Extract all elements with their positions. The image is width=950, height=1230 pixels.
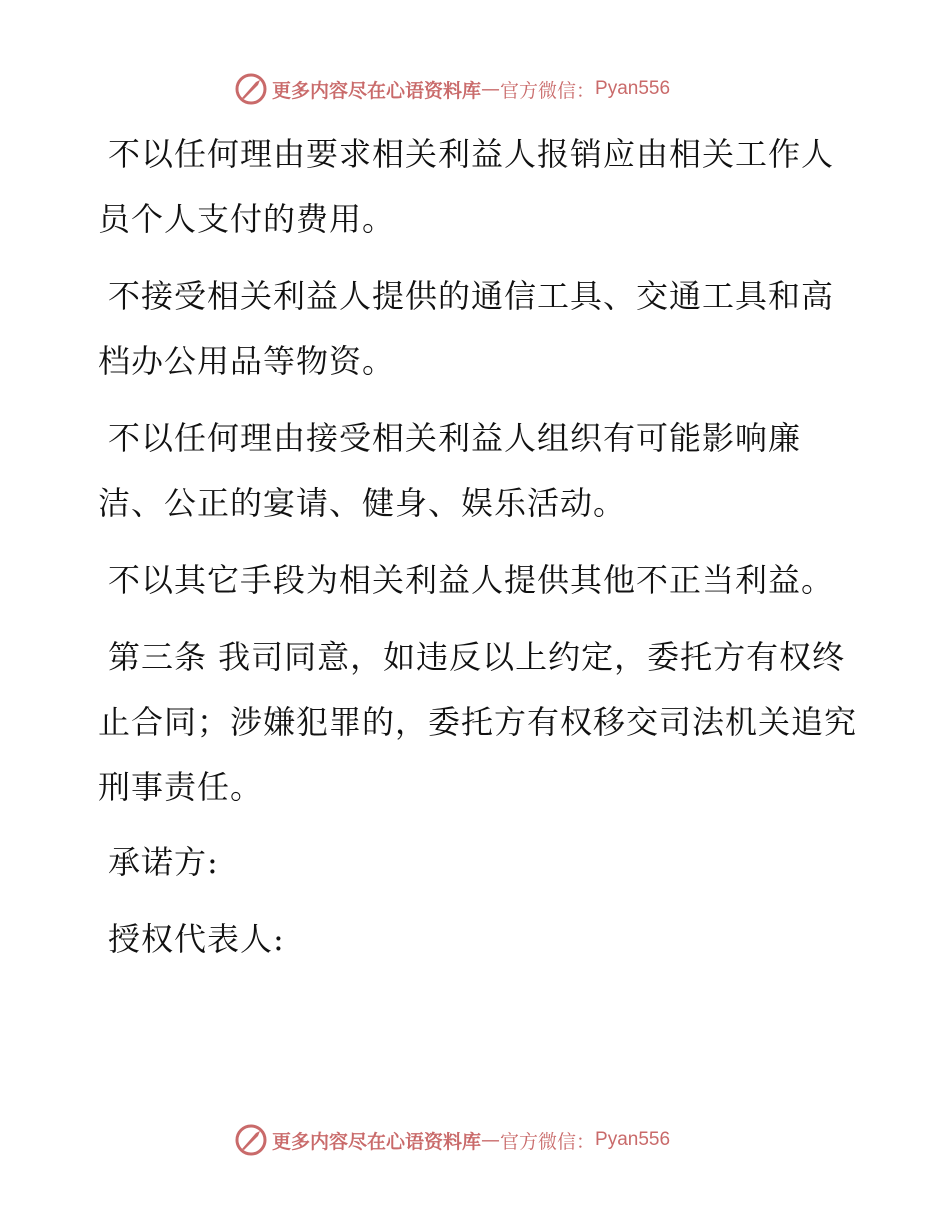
banner-dash: —	[481, 78, 501, 100]
banner-dash: —	[481, 1129, 501, 1151]
banner-sub-text: 官方微信：	[500, 1130, 596, 1153]
quill-pen-logo-icon	[234, 72, 268, 106]
promisor-label: 承诺方:	[108, 843, 219, 881]
banner-wechat-id: Pyan556	[595, 78, 671, 99]
paragraph-4: 不以其它手段为相关利益人提供其他不正当利益。	[108, 561, 835, 599]
header-banner	[234, 72, 754, 106]
banner-sub-text: 官方微信：	[500, 79, 596, 102]
banner-wechat-id: Pyan556	[595, 1129, 671, 1150]
paragraph-2: 不接受相关利益人提供的通信工具、交通工具和高档办公用品等物资。	[98, 277, 835, 380]
paragraph-3: 不以任何理由接受相关利益人组织有可能影响廉洁、公正的宴请、健身、娱乐活动。	[98, 419, 802, 522]
paragraph-1: 不以任何理由要求相关利益人报销应由相关工作人员个人支付的费用。	[98, 135, 835, 238]
document-body	[98, 122, 858, 959]
banner-main-text: 更多内容尽在心语资料库	[272, 1130, 482, 1153]
banner-main-text: 更多内容尽在心语资料库	[272, 79, 482, 102]
paragraph-article-3: 第三条 我司同意，如违反以上约定，委托方有权终止合同；涉嫌犯罪的，委托方有权移交司法机关追究刑事责任。	[98, 638, 858, 806]
footer-banner	[234, 1123, 754, 1157]
representative-label: 授权代表人:	[108, 920, 285, 958]
quill-pen-logo-icon	[234, 1123, 268, 1157]
